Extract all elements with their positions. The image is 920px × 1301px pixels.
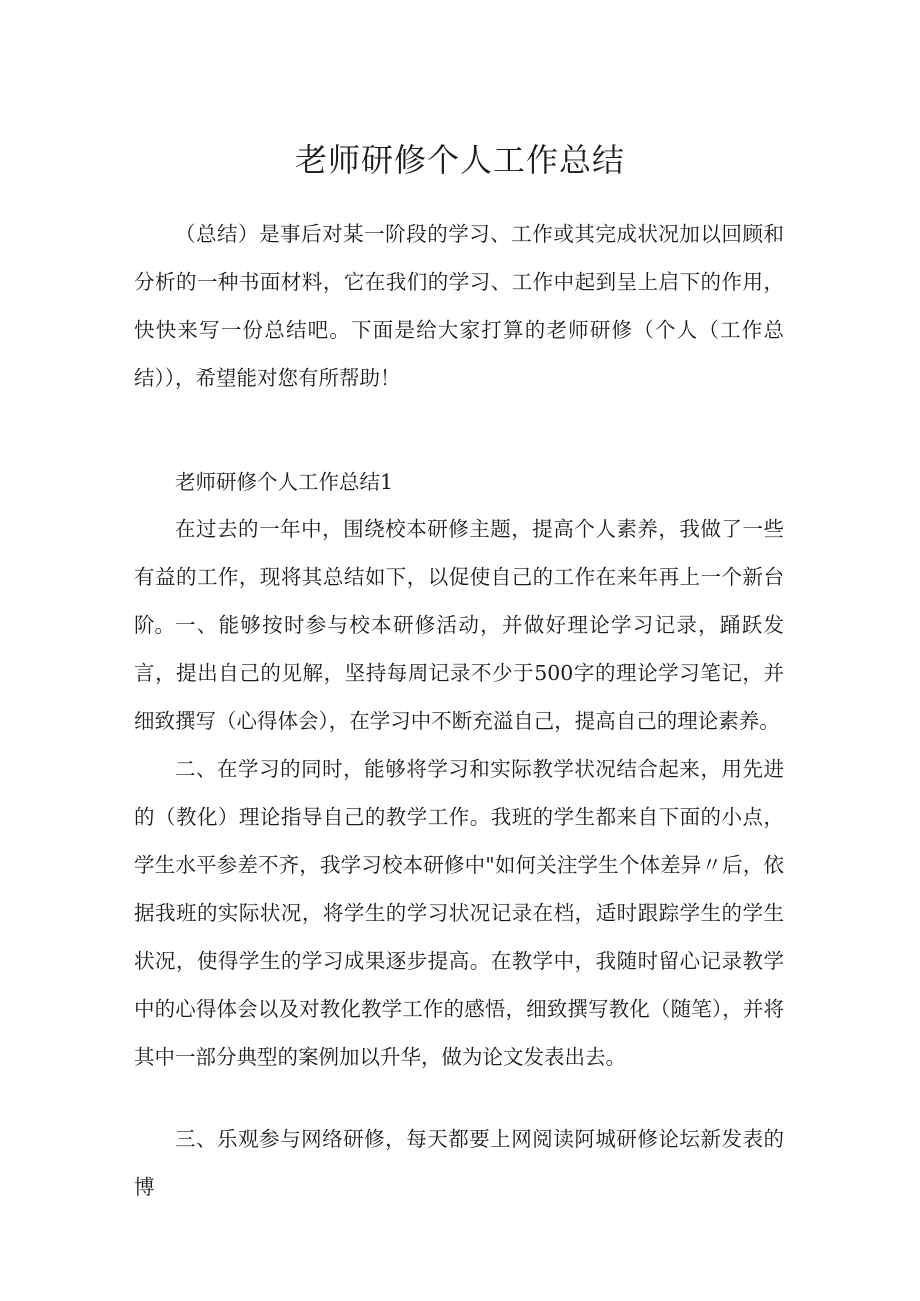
section-title: 老师研修个人工作总结1	[175, 470, 394, 494]
body-paragraph-4: 三、乐观参与网络研修，每天都要上网阅读阿城研修论坛新发表的博	[134, 1127, 784, 1199]
intro-paragraph: （总结）是事后对某一阶段的学习、工作或其完成状况加以回顾和分析的一种书面材料，它在我们的学习、工作中起到呈上启下的作用，快快来写一份总结吧。下面是给大家打算的老师研修（个人（工作总结）），希望能对您有所帮助！	[134, 222, 784, 390]
body-paragraph-1: 在过去的一年中，围绕校本研修主题，提高个人素养，我做了一些有益的工作，现将其总结如下，以促使自己的工作在来年再上一个新台阶。	[134, 517, 784, 637]
body-paragraph-3: 二、在学习的同时，能够将学习和实际教学状况结合起来，用先进的（教化）理论指导自己的教学工作。我班的学生都来自下面的小点，学生水平参差不齐，我学习校本研修中"如何关注学生个体差异〃后，依据我班的实际状况，将学生的学习状况记录在档，适时跟踪学生的学生状况，使得学生的学习成果逐步提高。在教学中，我随时留心记录教学中的心得体会以及对教化教学工作的感悟，细致撰写教化（随笔），并将其中一部分典型的案例加以升华，做为论文发表出去。	[134, 757, 784, 1069]
body-paragraph-2: 一、能够按时参与校本研修活动，并做好理论学习记录，踊跃发言，提出自己的见解，坚持每周记录不少于500字的理论学习笔记，并细致撰写（心得体会），在学习中不断充溢自己，提高自己的理论素养。	[134, 613, 784, 733]
document-title: 老师研修个人工作总结	[294, 141, 625, 179]
